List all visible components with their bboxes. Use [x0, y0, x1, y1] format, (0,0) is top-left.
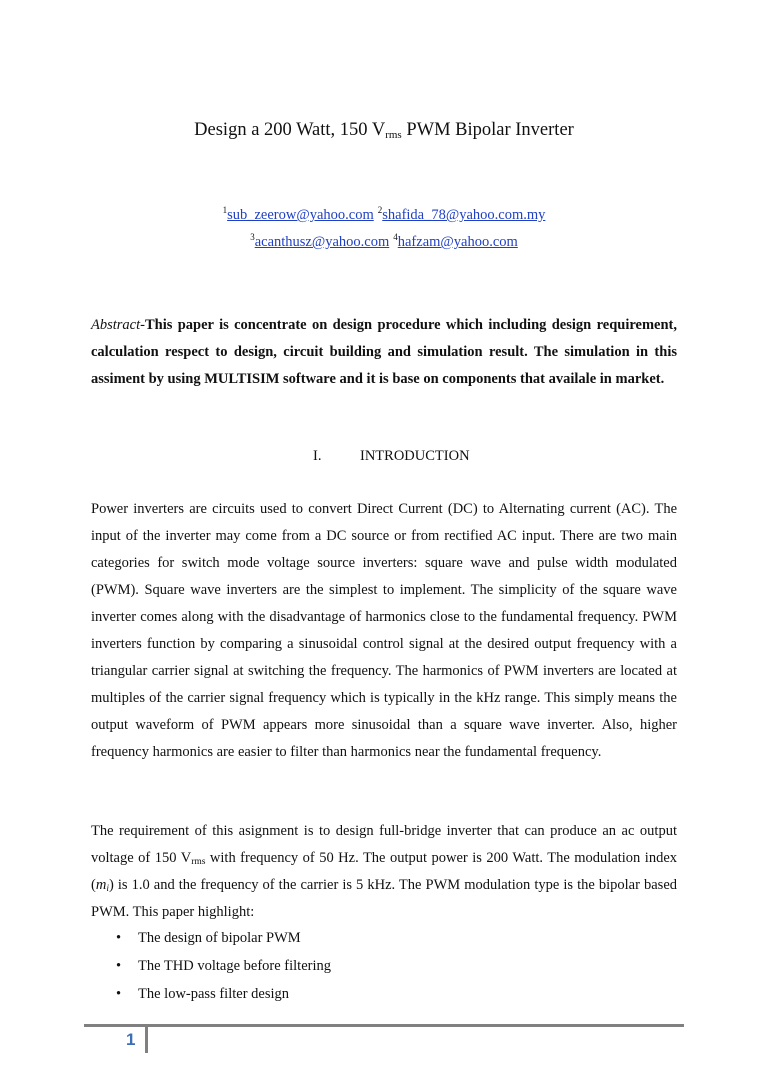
list-item-text: The design of bipolar PWM [138, 930, 301, 946]
modulation-index-subscript: i [106, 884, 109, 894]
introduction-paragraph-1: Power inverters are circuits used to convert Direct Current (DC) to Alternating current (AC). The input of the inverter may come from a DC source or from rectified AC input. There are two main categories for switch mode voltage source inverters: square wave and pulse width modulated (PWM). Square wave inverters are the simplest to implement. The simplicity of the square wave inverter comes along with the disadvantage of harmonics close to the fundamental frequency. PWM inverters function by comparing a sinusoidal control signal at the desired output frequency with a triangular carrier signal at switching the frequency. The harmonics of PWM inverters are located at multiples of the carrier signal frequency which is typically in the kHz range. This simply means the output waveform of PWM appears more sinusoidal than a square wave inverter. Also, higher frequency harmonics are easier to filter than harmonics near the fundamental frequency. [91, 501, 677, 760]
author-line-2 [0, 232, 768, 251]
highlight-list [91, 924, 677, 1008]
author-1-sup: 1 [222, 205, 228, 215]
para2-vrms-subscript: rms [191, 857, 206, 867]
list-item [91, 952, 677, 980]
author-4-sup: 4 [393, 232, 398, 242]
title-part2: PWM Bipolar Inverter [401, 120, 574, 140]
bullet-icon: • [116, 930, 122, 946]
author-3-sup: 3 [250, 232, 255, 242]
modulation-index-symbol [96, 877, 109, 893]
author-2-sup: 2 [377, 205, 383, 215]
title-subscript: rms [385, 129, 402, 141]
footer-rule [84, 1024, 684, 1027]
section-number: I. [313, 448, 322, 464]
list-item-text: The THD voltage before filtering [138, 958, 331, 974]
page-number: 1 [126, 1030, 136, 1049]
para2-text-3: ) is 1.0 and the frequency of the carrier is 5 kHz. The PWM modulation type is the bipolar based PWM. This paper highlight: [91, 877, 677, 920]
para2-text-2: with frequency of 50 Hz. The output power is 200 Watt. The modulation index ( [91, 850, 678, 893]
author-4-email-link[interactable]: hafzam@yahoo.com [397, 234, 518, 250]
bullet-icon: • [116, 958, 122, 974]
section-title: INTRODUCTION [360, 448, 470, 464]
list-item-text: The low-pass filter design [138, 986, 290, 1002]
footer-divider [145, 1024, 148, 1053]
abstract-body: This paper is concentrate on design procedure which including design requirement, calculation respect to design, circuit building and simulation result. The simulation in this assiment by using MULTISIM software and it is base on components that availale in market. [91, 317, 677, 387]
author-2-email-link[interactable]: shafida_78@yahoo.com.my [382, 207, 546, 223]
title-part1: Design a 200 Watt, 150 V [194, 120, 386, 140]
list-item [91, 980, 677, 1008]
list-item [91, 924, 677, 952]
introduction-paragraph-2 [91, 818, 677, 926]
paper-title [0, 120, 768, 141]
author-line-1 [0, 205, 768, 224]
abstract [91, 312, 677, 393]
bullet-icon: • [116, 986, 122, 1002]
abstract-label: Abstract- [91, 317, 145, 333]
author-1-email-link[interactable]: sub_zeerow@yahoo.com [227, 207, 374, 223]
author-3-email-link[interactable]: acanthusz@yahoo.com [254, 234, 390, 250]
modulation-index-var: m [95, 877, 107, 893]
para2-text-1: The requirement of this asignment is to design full-bridge inverter that can produce an ac output voltage of 150 V [91, 823, 677, 866]
